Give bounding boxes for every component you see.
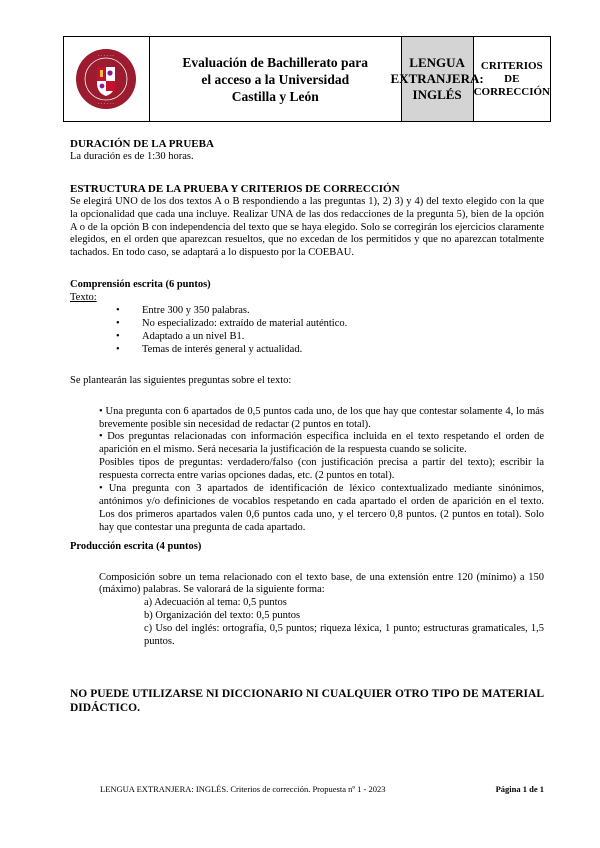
bullet-item xyxy=(70,318,544,331)
bullet-item xyxy=(70,331,544,344)
doc-type-line-1: CRITERIOS DE xyxy=(480,59,543,85)
bullet-text: Adaptado a un nivel B1. xyxy=(142,330,245,342)
subject-line-2: EXTRANJERA: xyxy=(390,71,484,86)
question-2: • Dos preguntas relacionadas con información específica incluida en el texto respetando el orden de aparición en el mismo. Será necesaria la justificación de la respuesta cuando se solicite. xyxy=(99,431,544,456)
castilla-leon-seal-icon xyxy=(75,48,137,110)
question-2-types: Posibles tipos de preguntas: verdadero/falso (con justificación precisa a partir del texto); escribir la respuesta correcta entre varias opciones dadas, etc. (2 puntos en total). xyxy=(99,457,544,482)
header-table xyxy=(63,36,551,122)
produccion-heading: Producción escrita (4 puntos) xyxy=(70,540,202,552)
bullet-item xyxy=(70,305,544,318)
duration-heading: DURACIÓN DE LA PRUEBA xyxy=(70,138,214,150)
document-body xyxy=(70,138,544,715)
bullet-item xyxy=(70,344,544,357)
question-3: • Una pregunta con 3 apartados de identificación de léxico contextualizado mediante sinónimos, antónimos y/o definiciones de vocablos respetando en cada apartado el orden de aparición en el texto. Los dos primeros apartados valen 0,6 puntos cada uno, y el tercero 0,8 puntos. (2 puntos en total). Solo hay que contestar una pregunta de cada apartado. xyxy=(99,483,544,533)
bullet-text: Temas de interés general y actualidad. xyxy=(142,343,303,355)
bullet-mark: • xyxy=(116,317,120,329)
subject-cell xyxy=(390,37,484,121)
bullet-mark: • xyxy=(116,330,120,342)
title-line-1: Evaluación de Bachillerato para xyxy=(182,54,369,70)
svg-text:· · · · · ·: · · · · · · xyxy=(98,102,115,107)
logo-cell xyxy=(64,37,150,121)
subject-line-1: LENGUA xyxy=(409,55,465,70)
subject-line-3: INGLÉS xyxy=(412,87,462,102)
question-1: • Una pregunta con 6 apartados de 0,5 puntos cada uno, de los que hay que contestar solamente 4, lo más brevemente posible sin necesidad de redactar (2 puntos en total). xyxy=(99,405,544,430)
doc-type-line-2: CORRECCIÓN xyxy=(473,85,550,98)
questions-intro: Se plantearán las siguientes preguntas sobre el texto: xyxy=(70,374,292,386)
structure-text: Se elegirá UNO de los dos textos A o B respondiendo a las preguntas 1), 2) 3) y 4) del texto elegido con la que la opcionalidad que cada una incluye. Realizar UNA de las dos redacciones de la pregunta 5), bien de la opción A o de la opción B con independencia del texto que se haya elegido. Solo se corregirán los ejercicios claramente elegidos, en el orden que aparezcan resueltos, que no excedan de los permitidos y que no aparezcan totalmente tachados. En todo caso, se adaptará a lo dispuesto por la COEBAU. xyxy=(70,195,544,259)
page-number: Página 1 de 1 xyxy=(495,784,544,794)
bullet-mark: • xyxy=(116,305,120,317)
criterion-a: a) Adecuación al tema: 0,5 puntos xyxy=(144,597,287,609)
produccion-text: Composición sobre un tema relacionado con el texto base, de una extensión entre 120 (mínimo) a 150 (máximo) palabras. Se valorará de la siguiente forma: xyxy=(99,571,544,596)
texto-label: Texto: xyxy=(70,292,97,304)
final-note: NO PUEDE UTILIZARSE NI DICCIONARIO NI CUALQUIER OTRO TIPO DE MATERIAL DIDÁCTICO. xyxy=(70,688,544,714)
exam-title xyxy=(150,37,402,121)
title-line-2: el acceso a la Universidad xyxy=(201,71,350,87)
duration-text: La duración es de 1:30 horas. xyxy=(70,150,194,162)
svg-text:· · · · · ·: · · · · · · xyxy=(98,54,115,59)
comprension-heading: Comprensión escrita (6 puntos) xyxy=(70,279,211,291)
doc-type-cell xyxy=(474,37,550,121)
bullet-text: No especializado: extraído de material auténtico. xyxy=(142,317,348,329)
bullet-mark: • xyxy=(116,343,120,355)
title-line-3: Castilla y León xyxy=(231,88,319,104)
criterion-b: b) Organización del texto: 0,5 puntos xyxy=(144,610,301,622)
structure-heading: ESTRUCTURA DE LA PRUEBA Y CRITERIOS DE CORRECCIÓN xyxy=(70,182,400,195)
footer-left: LENGUA EXTRANJERA: INGLÉS. Criterios de corrección. Propuesta nº 1 - 2023 xyxy=(100,784,386,794)
criterion-c: c) Uso del inglés: ortografía, 0,5 puntos; riqueza léxica, 1 punto; estructuras gramaticales, 1,5 puntos. xyxy=(144,623,544,648)
bullet-text: Entre 300 y 350 palabras. xyxy=(142,305,250,317)
